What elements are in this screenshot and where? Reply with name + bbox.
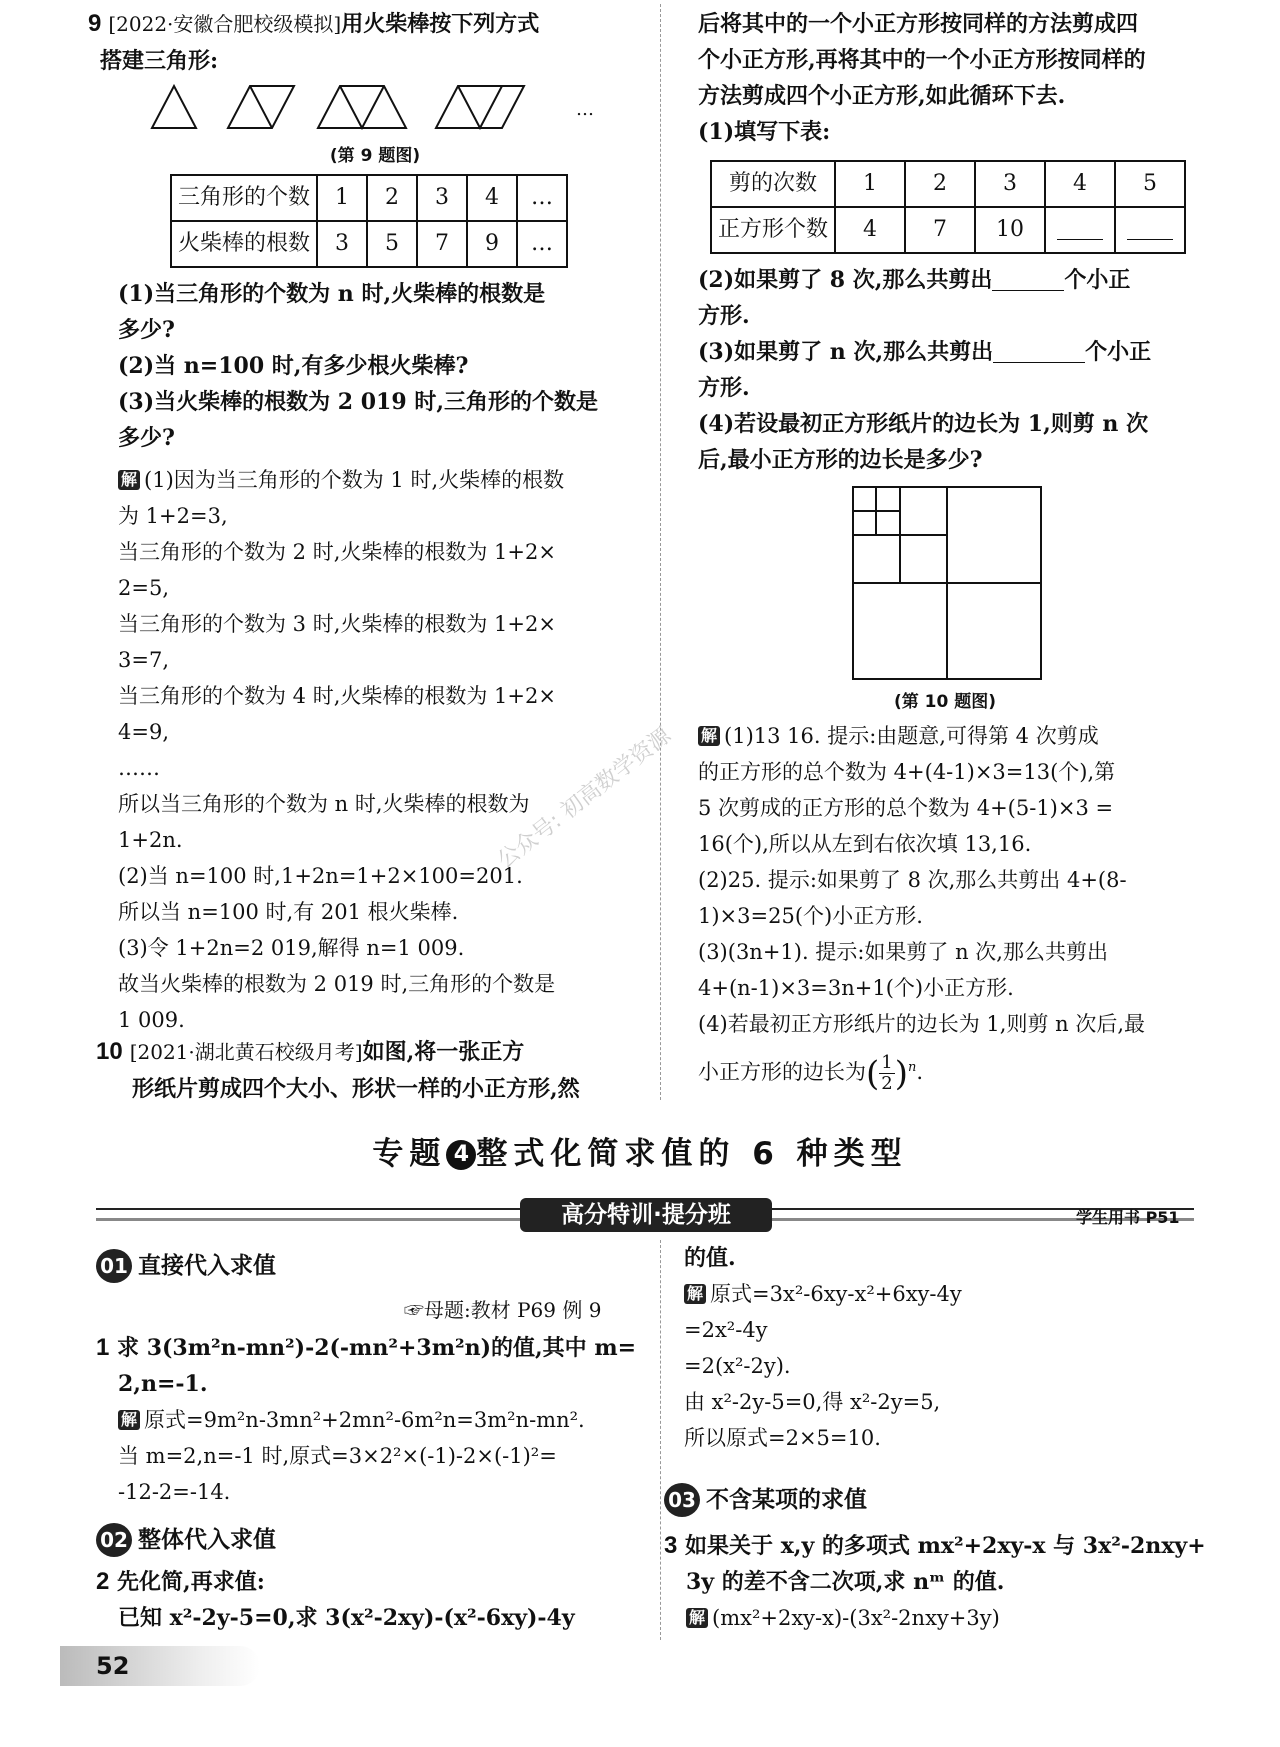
column-divider [660, 4, 661, 1100]
q9-solution-line: 1 009. [118, 1008, 185, 1032]
table-cell: 4 [467, 175, 517, 221]
q9-solution-line: 4=9, [118, 720, 169, 744]
section-03: 03 不含某项的求值 [664, 1482, 867, 1518]
q9-solution [118, 462, 638, 1038]
q10-solution-line: (3)(3n+1). 提示:如果剪了 n 次,那么共剪出 [698, 940, 1108, 964]
table-cell: 5 [1115, 161, 1185, 207]
q9-ellipsis: … [576, 99, 594, 120]
problem-1: 1 求 3(3m²n-mn²)-2(-mn²+3m²n)的值,其中 m= 2,n=-1. 解 原式=9m²n-3mn²+2mn²-6m²n=3m²n-mn². 当 m=2,n=-1 时,原式=3×2²×(-1)-2×(-1)²= -12-2=-14. [96, 1334, 637, 1504]
table-row [171, 175, 567, 221]
q10-line: (1)填写下表: [698, 119, 831, 145]
q9-solution-line: 当三角形的个数为 4 时,火柴棒的根数为 1+2× [118, 684, 556, 708]
topic-title: 专题 4 整式化简求值的 6 种类型 [372, 1136, 908, 1172]
q9-solution-line: 3=7, [118, 648, 169, 672]
q9-line: (2)当 n=100 时,有多少根火柴棒? [118, 353, 469, 379]
triangle-group-1 [152, 86, 196, 128]
table-header-cell: 剪的次数 [711, 161, 835, 207]
answer-blank [992, 268, 1064, 291]
solution-tag: 解 [698, 726, 720, 746]
table-cell: 4 [835, 207, 905, 253]
answer-blank [993, 340, 1085, 363]
table-header-cell: 三角形的个数 [171, 175, 317, 221]
triangle-group-2 [228, 86, 294, 128]
q10-line: 方法剪成四个小正方形,如此循环下去. [698, 83, 1066, 109]
q10-solution-line: 1)×3=25(个)小正方形. [698, 904, 923, 928]
problem-2-cont: 的值. 解 原式=3x²-6xy-x²+6xy-4y =2x²-4y =2(x²-2y). 由 x²-2y-5=0,得 x²-2y=5, 所以原式=2×5=10. [684, 1245, 962, 1450]
q10-solution-line: 解 (1)13 16. 提示:由题意,可得第 4 次剪成 [698, 718, 1218, 754]
q9-line: 多少? [118, 425, 175, 451]
q9-solution-line: 当三角形的个数为 3 时,火柴棒的根数为 1+2× [118, 612, 556, 636]
q10-q2: (2)如果剪了 8 次,那么共剪出 个小正 [698, 267, 1131, 293]
q9-line: 多少? [118, 317, 175, 343]
q9-solution-line: 解 (1)因为当三角形的个数为 1 时,火柴棒的根数 [118, 462, 638, 498]
q9-line: (3)当火柴棒的根数为 2 019 时,三角形的个数是 [118, 389, 598, 415]
q10-solution [698, 718, 1218, 1096]
table-header-cell: 火柴棒的根数 [171, 221, 317, 267]
q10-q4a: (4)若设最初正方形纸片的边长为 1,则剪 n 次 [698, 411, 1149, 437]
q9-text1: 用火柴棒按下列方式 [341, 11, 540, 37]
table-cell: 3 [417, 175, 467, 221]
answer-blank [1057, 217, 1103, 240]
table-cell: 2 [905, 161, 975, 207]
q10-questions [698, 262, 1218, 478]
q10-solution-line: (4)若最初正方形纸片的边长为 1,则剪 n 次后,最 [698, 1012, 1146, 1036]
table-cell: 3 [975, 161, 1045, 207]
q9-questions [118, 276, 638, 456]
table-row [711, 207, 1185, 253]
q10-squares-figure [852, 486, 1042, 680]
table-row [171, 221, 567, 267]
q9-line: (1)当三角形的个数为 n 时,火柴棒的根数是 [118, 281, 546, 307]
q10-heading [96, 1034, 656, 1107]
problem-3: 3 如果关于 x,y 的多项式 mx²+2xy-x 与 3x²-2nxy+ 3y 的差不含二次项,求 nᵐ 的值. 解 (mx²+2xy-x)-(3x²-2nxy+3y) [664, 1532, 1206, 1630]
table-row [711, 161, 1185, 207]
q9-solution-line: (3)令 1+2n=2 019,解得 n=1 009. [118, 936, 465, 960]
q9-figure-caption: (第 9 题图) [329, 146, 421, 166]
section-01: 01 直接代入求值 [96, 1248, 276, 1284]
page-number-tab [60, 1646, 260, 1686]
left-column [88, 6, 640, 79]
q9-solution-line: 1+2n. [118, 828, 183, 852]
table-cell: 1 [317, 175, 367, 221]
q10-solution-line: 5 次剪成的正方形的总个数为 4+(5-1)×3 = [698, 796, 1114, 820]
table-cell: 5 [367, 221, 417, 267]
column-divider-lower [660, 1240, 661, 1640]
q9-solution-line: (2)当 n=100 时,1+2n=1+2×100=201. [118, 864, 523, 888]
q9-solution-line: 为 1+2=3, [118, 504, 228, 528]
table-header-cell: 正方形个数 [711, 207, 835, 253]
q10-q2c: 方形. [698, 303, 750, 329]
q10-q3c: 方形. [698, 375, 750, 401]
page-number: 52 [96, 1652, 130, 1680]
table-cell: 9 [467, 221, 517, 267]
q10-text2: 形纸片剪成四个大小、形状一样的小正方形,然 [132, 1076, 580, 1102]
q9-solution-line: …… [118, 756, 160, 780]
answer-blank [1127, 217, 1173, 240]
q9-heading [88, 6, 640, 43]
table-cell: 7 [905, 207, 975, 253]
section-02: 02 整体代入求值 [96, 1522, 276, 1558]
q10-solution-line: 的正方形的总个数为 4+(4-1)×3=13(个),第 [698, 760, 1116, 784]
table-cell: … [517, 175, 567, 221]
solution-tag: 解 [118, 470, 140, 490]
q9-table [170, 174, 568, 268]
q10-number: 10 [96, 1038, 123, 1065]
table-cell [1045, 207, 1115, 253]
q9-text2: 搭建三角形: [100, 48, 219, 74]
q10-solution-line: (2)25. 提示:如果剪了 8 次,那么共剪出 4+(8- [698, 868, 1127, 892]
table-cell: 7 [417, 221, 467, 267]
watermark: 公众号: 初高数学资源 [493, 723, 676, 874]
q10-right-lines [698, 6, 1218, 150]
fraction: ( [866, 1053, 880, 1094]
q10-q4b: 后,最小正方形的边长是多少? [698, 447, 983, 473]
q9-triangles-figure [148, 80, 608, 132]
q10-line: 后将其中的一个小正方形按同样的方法剪成四 [698, 11, 1139, 37]
q9-solution-line: 2=5, [118, 576, 169, 600]
q10-q3: (3)如果剪了 n 次,那么共剪出 个小正 [698, 339, 1152, 365]
q9-solution-line: 所以当三角形的个数为 n 时,火柴棒的根数为 [118, 792, 530, 816]
q10-figure-caption: (第 10 题图) [893, 692, 997, 712]
mother-question: ☞母题:教材 P69 例 9 [404, 1298, 602, 1322]
fraction: $\frac{1}{2}$ [881, 1052, 893, 1094]
q10-solution-line: 4+(n-1)×3=3n+1(个)小正方形. [698, 976, 1014, 1000]
banner: 高分特训·提分班 [520, 1198, 772, 1232]
q10-table [710, 160, 1186, 254]
student-book-ref: 学生用书 P51 [1076, 1208, 1180, 1227]
topic-number-badge: 4 [446, 1140, 476, 1170]
table-cell [1115, 207, 1185, 253]
q10-source: [2021·湖北黄石校级月考] [129, 1040, 363, 1064]
table-cell: … [517, 221, 567, 267]
table-cell: 2 [367, 175, 417, 221]
q9-solution-line: 所以当 n=100 时,有 201 根火柴棒. [118, 900, 459, 924]
problem-2: 2 先化简,再求值: 已知 x²-2y-5=0,求 3(x²-2xy)-(x²-6xy)-4y [96, 1568, 575, 1631]
q9-solution-line: 当三角形的个数为 2 时,火柴棒的根数为 1+2× [118, 540, 556, 564]
q10-line: 个小正方形,再将其中的一个小正方形按同样的 [698, 47, 1146, 73]
table-cell: 10 [975, 207, 1045, 253]
table-cell: 3 [317, 221, 367, 267]
q9-number: 9 [88, 10, 102, 37]
q10-solution-line: 16(个),所以从左到右依次填 13,16. [698, 832, 1032, 856]
q10-solution-last-line: 小正方形的边长为( $\frac{1}{2}$ )$^n$. [698, 1052, 924, 1094]
triangle-group-4 [436, 86, 524, 128]
triangle-group-3 [318, 86, 406, 128]
q9-source: [2022·安徽合肥校级模拟] [108, 12, 342, 36]
table-cell: 4 [1045, 161, 1115, 207]
q10-text1: 如图,将一张正方 [362, 1039, 525, 1065]
table-cell: 1 [835, 161, 905, 207]
q9-solution-line: 故当火柴棒的根数为 2 019 时,三角形的个数是 [118, 972, 556, 996]
